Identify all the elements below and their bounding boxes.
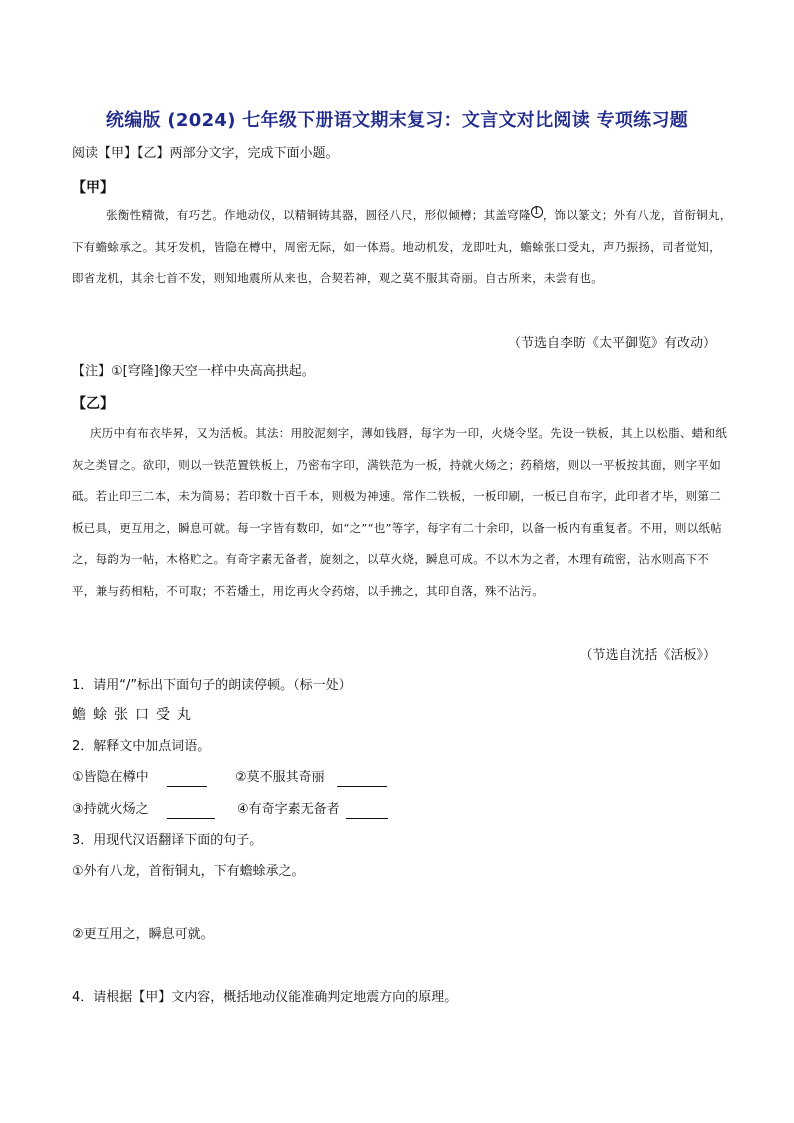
- question-4: 4．请根据【甲】文内容，概括地动仪能准确判定地震方向的原理。: [72, 990, 458, 1005]
- answer-blank-4[interactable]: [346, 804, 388, 819]
- question-1-sentence: 蟾蜍张口受丸: [72, 707, 198, 723]
- question-2: 2．解释文中加点词语。: [72, 739, 211, 754]
- passage-jia: [72, 200, 732, 325]
- footnote-marker: 1: [531, 206, 543, 218]
- question-2-item-3: ③持就火炀之: [72, 802, 149, 817]
- question-3: 3．用现代汉语翻译下面的句子。: [72, 833, 263, 848]
- passage-yi-text: 庆历中有布衣毕昇，又为活板。其法：用胶泥刻字，薄如钱唇，每字为一印，火烧令坚。先设一铁板，其上以松脂、蜡和纸灰之类冒之。欲印，则以一铁范置铁板上，乃密布字印，满铁范为一板，持就火炀之；药稍熔，则以一平板按其面，则字平如砥。若止印三二本，未为简易；若印数十百千本，则极为神速。常作二铁板，一板印刷，一板已自布字，此印者才毕，则第二板已具，更互用之，瞬息可就。每一字皆有数印，如“之”“也”等字，每字有二十余印，以备一板内有重复者。不用，则以纸帖之，每韵为一帖，木格贮之。有奇字素无备者，旋刻之，以草火烧，瞬息可成。不以木为之者，木理有疏密，沾水则高下不平，兼与药相粘，不可取；不若燔土，用讫再火令药熔，以手拂之，其印自落，殊不沾污。: [72, 426, 728, 598]
- reading-instruction: 阅读【甲】【乙】两部分文字，完成下面小题。: [72, 146, 339, 161]
- answer-blank-3[interactable]: [167, 804, 215, 819]
- passage-yi-label: 【乙】: [72, 396, 114, 412]
- answer-blank-1[interactable]: [167, 772, 207, 787]
- passage-jia-source: （节选自李昉《太平御览》有改动）: [507, 336, 716, 351]
- question-2-row-1: [72, 769, 387, 787]
- question-2-item-4: ④有奇字素无备者: [236, 802, 340, 817]
- question-2-item-2: ②莫不服其奇丽: [234, 770, 325, 785]
- passage-jia-text-part2: ，饰以篆文；外有八龙，首衔铜丸，下有蟾蜍承之。其牙发机，皆隐在樽中，周密无际，如一体焉。地动机发，龙即吐丸，蟾蜍张口受丸，声乃振扬，司者觉知，即省龙机，其余七首不发，则知地震所从来也，合契若神，观之莫不服其奇丽。自古所来，未尝有也。: [72, 208, 732, 285]
- question-2-row-2: [72, 801, 388, 819]
- document-title: 统编版 (2024) 七年级下册语文期末复习：文言文对比阅读 专项练习题: [105, 110, 689, 131]
- question-3-item-2: ②更互用之，瞬息可就。: [72, 927, 214, 942]
- passage-jia-label: 【甲】: [72, 180, 114, 196]
- question-1: 1．请用“/”标出下面句子的朗读停顿。（标一处）: [72, 678, 352, 693]
- passage-yi: [72, 418, 732, 638]
- footnote: 【注】①[穹隆]像天空一样中央高高拱起。: [72, 364, 315, 379]
- question-2-item-1: ①皆隐在樽中: [72, 770, 149, 785]
- passage-jia-text-part1: 张衡性精微，有巧艺。作地动仪，以精铜铸其器，圆径八尺，形似倾樽；其盖穹隆: [106, 208, 531, 222]
- answer-blank-2[interactable]: [337, 772, 387, 787]
- question-3-item-1: ①外有八龙，首衔铜丸，下有蟾蜍承之。: [72, 864, 305, 879]
- passage-yi-source: （节选自沈括《活板》）: [579, 648, 716, 663]
